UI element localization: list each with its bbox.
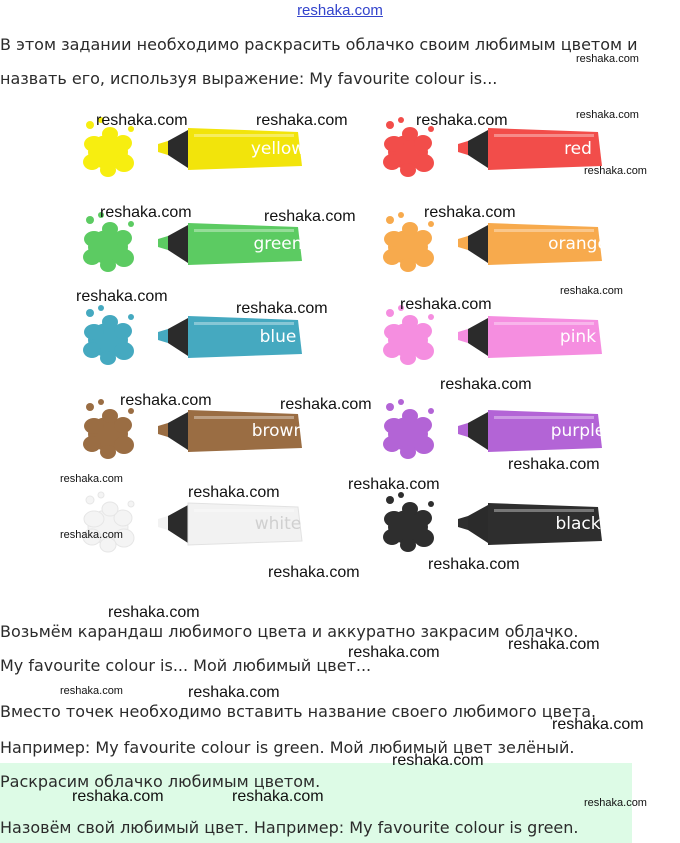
intro-line-1: В этом задании необходимо раскрасить облачко своим любимым цветом и <box>0 35 638 54</box>
marker-color-label: blue <box>259 327 297 347</box>
watermark: reshaka.com <box>584 165 647 177</box>
marker-color-label: brown <box>251 421 305 441</box>
watermark: reshaka.com <box>576 109 639 121</box>
marker-color-label: pink <box>559 327 597 347</box>
watermark: reshaka.com <box>256 112 348 129</box>
watermark: reshaka.com <box>416 112 508 129</box>
answer-line-2: Назовём свой любимый цвет. Например: My favourite colour is green. <box>0 818 579 837</box>
paint-blob-icon <box>83 305 134 365</box>
watermark: reshaka.com <box>268 564 360 581</box>
paragraph-3: Вместо точек необходимо вставить название своего любимого цвета. <box>0 702 597 721</box>
watermark: reshaka.com <box>236 300 328 317</box>
watermark: reshaka.com <box>508 456 600 473</box>
watermark: reshaka.com <box>76 288 168 305</box>
intro-line-2: назвать его, используя выражение: My favourite colour is... <box>0 69 498 88</box>
color-markers-grid <box>0 110 680 570</box>
watermark: reshaka.com <box>232 788 324 805</box>
watermark: reshaka.com <box>100 204 192 221</box>
watermark: reshaka.com <box>584 797 647 809</box>
watermark: reshaka.com <box>60 685 123 697</box>
watermark: reshaka.com <box>508 636 600 653</box>
watermark: reshaka.com <box>424 204 516 221</box>
watermark: reshaka.com <box>188 484 280 501</box>
paragraph-4: Например: My favourite colour is green. Мой любимый цвет зелёный. <box>0 738 575 757</box>
paint-blob-icon <box>383 399 434 459</box>
paint-blob-icon <box>383 492 434 552</box>
answer-line-1: Раскрасим облачко любимым цветом. <box>0 772 321 791</box>
marker-color-label: purple <box>550 421 606 441</box>
marker-item-black <box>370 485 670 565</box>
marker-color-label: red <box>564 139 592 159</box>
marker-item-orange <box>370 205 670 285</box>
marker-color-label: white <box>254 514 302 534</box>
intro-text <box>0 28 670 96</box>
marker-color-label: black <box>555 514 601 534</box>
watermark: reshaka.com <box>280 396 372 413</box>
watermark: reshaka.com <box>60 473 123 485</box>
watermark: reshaka.com <box>428 556 520 573</box>
watermark: reshaka.com <box>552 716 644 733</box>
watermark: reshaka.com <box>60 529 123 541</box>
watermark: reshaka.com <box>108 604 200 621</box>
watermark: reshaka.com <box>264 208 356 225</box>
paragraph-2: My favourite colour is... Мой любимый цвет... <box>0 656 372 675</box>
watermark: reshaka.com <box>96 112 188 129</box>
watermark: reshaka.com <box>72 788 164 805</box>
watermark: reshaka.com <box>400 296 492 313</box>
marker-color-label: orange <box>548 234 608 254</box>
site-header-link[interactable]: reshaka.com <box>297 2 383 19</box>
paint-blob-icon <box>383 305 434 365</box>
watermark: reshaka.com <box>188 684 280 701</box>
watermark: reshaka.com <box>576 53 639 65</box>
paint-blob-icon <box>83 492 134 552</box>
paragraph-1: Возьмём карандаш любимого цвета и аккуратно закрасим облачко. <box>0 622 579 641</box>
marker-color-label: green <box>253 234 303 254</box>
watermark: reshaka.com <box>440 376 532 393</box>
watermark: reshaka.com <box>560 285 623 297</box>
watermark: reshaka.com <box>348 644 440 661</box>
watermark: reshaka.com <box>392 752 484 769</box>
marker-color-label: yellow <box>250 139 306 159</box>
watermark: reshaka.com <box>120 392 212 409</box>
watermark: reshaka.com <box>348 476 440 493</box>
marker-item-red <box>370 110 670 190</box>
